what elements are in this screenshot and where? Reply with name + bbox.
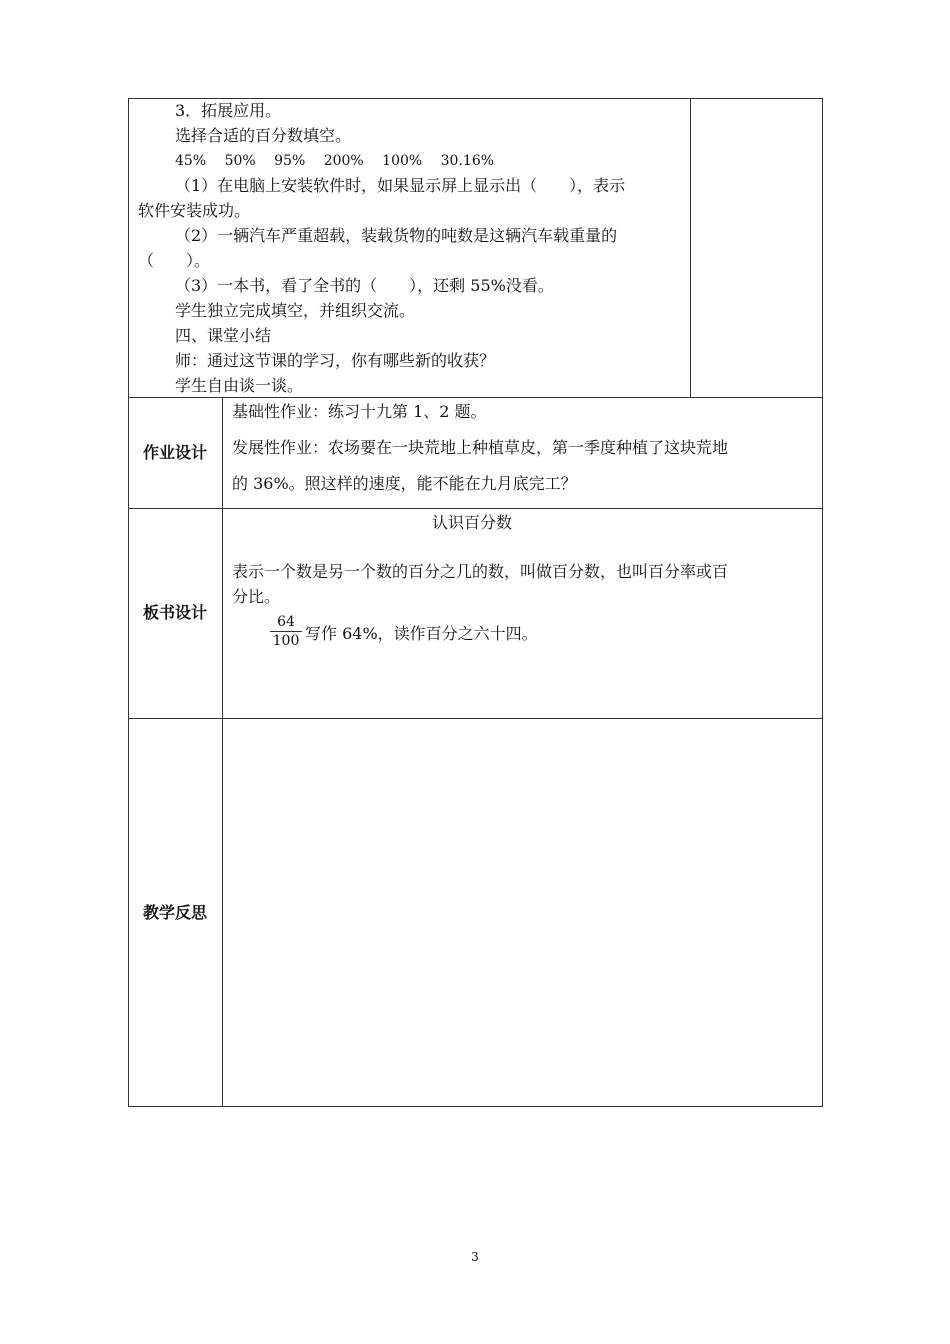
process-line: 3．拓展应用。 (175, 101, 282, 120)
page-number: 3 (471, 1250, 479, 1264)
process-line: 学生自由谈一谈。 (175, 376, 304, 395)
table-right-border (822, 98, 823, 1107)
homework-develop-line2: 的 36%。照这样的速度，能不能在九月底完工？ (232, 474, 577, 493)
process-line: 师：通过这节课的学习，你有哪些新的收获？ (175, 351, 496, 370)
board-definition-line2: 分比。 (232, 587, 281, 606)
process-line: 四、课堂小结 (175, 326, 272, 345)
fraction-numerator: 64 (277, 614, 295, 630)
reflection-label: 教学反思 (142, 903, 207, 922)
process-line: 学生独立完成填空，并组织交流。 (175, 301, 416, 320)
fraction (268, 613, 304, 650)
table-bottom-border (128, 1106, 823, 1107)
board-label: 板书设计 (142, 603, 207, 622)
homework-develop-line1: 发展性作业：农场要在一块荒地上种植草皮，第一季度种植了这块荒地 (232, 438, 729, 457)
process-line: （2）一辆汽车严重超载，装载货物的吨数是这辆汽车载重量的 (175, 226, 618, 245)
process-line: 45% 50% 95% 200% 100% 30.16% (175, 153, 495, 169)
process-line: 软件安装成功。 (138, 201, 251, 220)
process-line: （3）一本书，看了全书的（ ），还剩 55%没看。 (175, 276, 554, 295)
row-divider-reflection (128, 718, 823, 719)
fraction-denominator: 100 (272, 633, 300, 649)
board-definition-line1: 表示一个数是另一个数的百分之几的数，叫做百分数，也叫百分率或百 (232, 562, 729, 581)
homework-label: 作业设计 (142, 443, 207, 462)
label-column-divider (222, 397, 223, 1107)
process-line: （1）在电脑上安装软件时，如果显示屏上显示出（ ），表示 (175, 176, 626, 195)
fraction-bar (270, 631, 302, 632)
process-line: 选择合适的百分数填空。 (175, 126, 352, 145)
homework-basic: 基础性作业：练习十九第 1、2 题。 (232, 402, 487, 421)
process-line: （ ）。 (138, 251, 211, 270)
row-divider-board (128, 508, 823, 509)
board-title: 认识百分数 (432, 513, 513, 532)
board-example: 写作 64%，读作百分之六十四。 (305, 624, 538, 643)
process-column-divider (690, 98, 691, 398)
